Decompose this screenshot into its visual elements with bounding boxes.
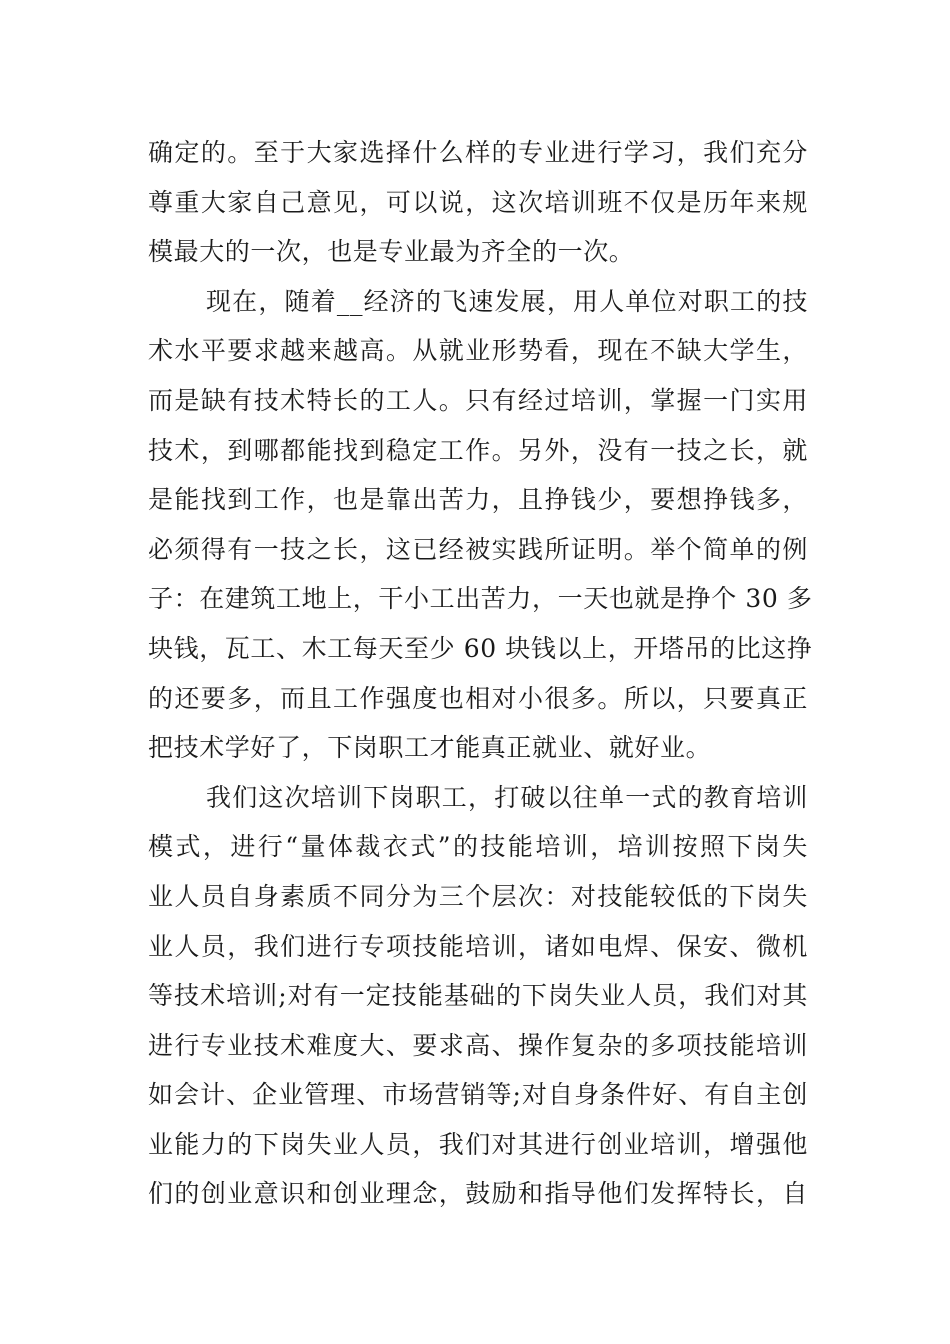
text-line: 我们这次培训下岗职工，打破以往单一式的教育培训 [206,782,808,812]
text-line: 子：在建筑工地上，干小工出苦力，一天也就是挣个 30 多 [148,584,813,614]
document-body [148,128,813,1219]
text-line: 等技术培训;对有一定技能基础的下岗失业人员，我们对其 [148,981,808,1011]
text-line: 如会计、企业管理、市场营销等;对自身条件好、有自主创 [148,1080,808,1110]
text-line: 块钱，瓦工、木工每天至少 60 块钱以上，开塔吊的比这挣 [148,633,813,663]
text-line: 必须得有一技之长，这已经被实践所证明。举个简单的例 [148,534,808,564]
text-line: 技术，到哪都能找到稳定工作。另外，没有一技之长，就 [148,435,808,465]
text-line: 模式，进行“量体裁衣式”的技能培训，培训按照下岗失 [148,832,808,862]
text-line: 现在，随着__经济的飞速发展，用人单位对职工的技 [206,286,808,316]
text-line: 业能力的下岗失业人员，我们对其进行创业培训，增强他 [148,1129,808,1159]
text-line: 业人员，我们进行专项技能培训，诸如电焊、保安、微机 [148,931,808,961]
text-line: 的还要多，而且工作强度也相对小很多。所以，只要真正 [148,683,808,713]
text-line: 尊重大家自己意见，可以说，这次培训班不仅是历年来规 [148,187,808,217]
text-line: 模最大的一次，也是专业最为齐全的一次。 [148,237,635,267]
text-line: 把技术学好了，下岗职工才能真正就业、就好业。 [148,733,712,763]
text-line: 是能找到工作，也是靠出苦力，且挣钱少，要想挣钱多， [148,485,808,515]
text-line: 确定的。至于大家选择什么样的专业进行学习，我们充分 [148,138,808,167]
text-line: 们的创业意识和创业理念，鼓励和指导他们发挥特长，自 [148,1179,808,1209]
text-line: 术水平要求越来越高。从就业形势看，现在不缺大学生， [148,336,808,366]
text-line: 业人员自身素质不同分为三个层次：对技能较低的下岗失 [148,881,808,911]
text-line: 而是缺有技术特长的工人。只有经过培训，掌握一门实用 [148,385,808,415]
text-line: 进行专业技术难度大、要求高、操作复杂的多项技能培训 [148,1030,808,1060]
